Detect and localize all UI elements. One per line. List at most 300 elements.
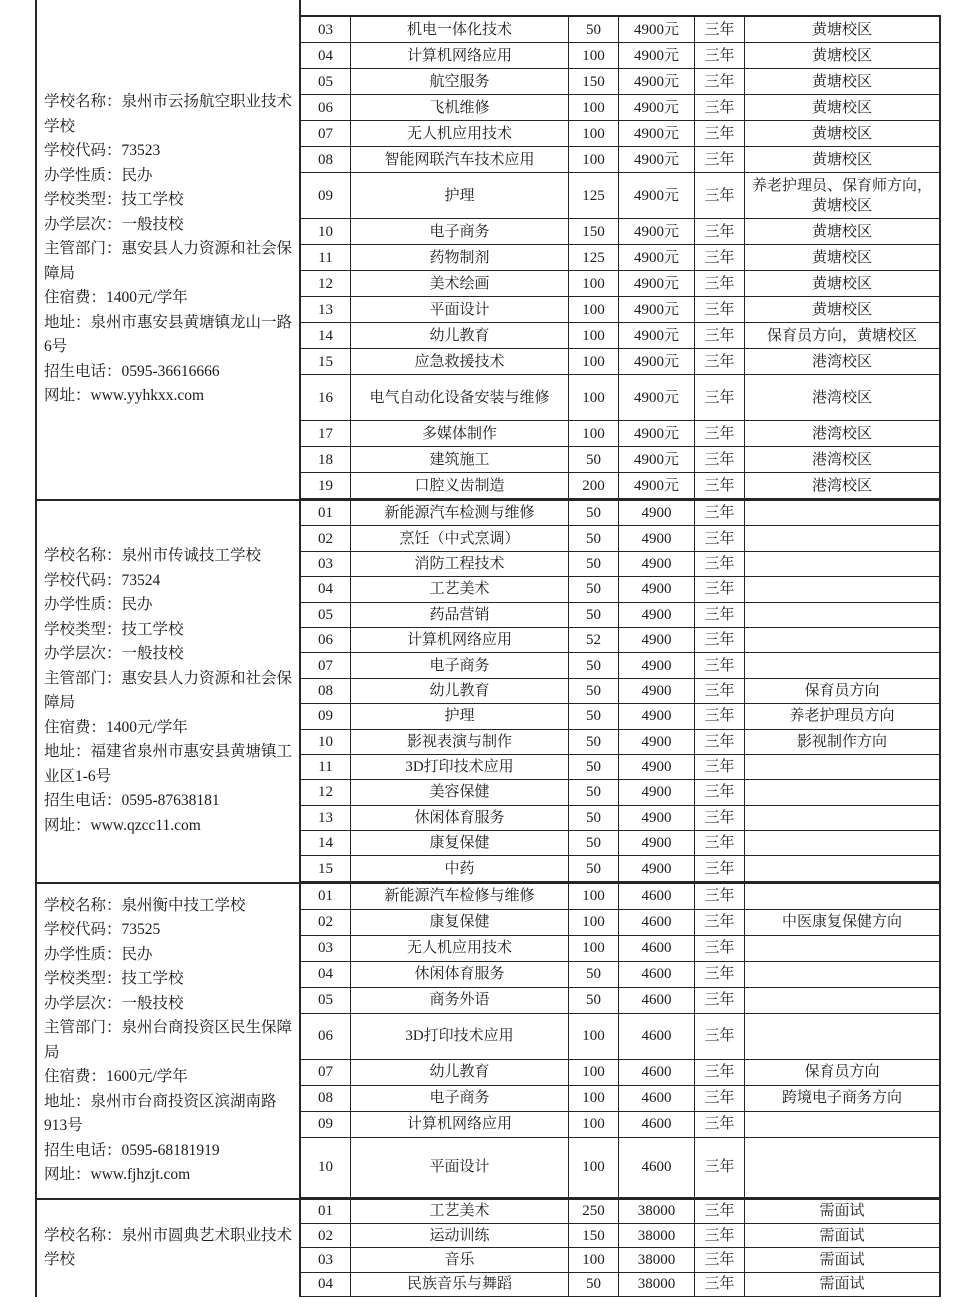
row-number: 02 [301,1224,351,1247]
major-name: 飞机维修 [351,95,569,120]
study-duration: 三年 [695,628,745,652]
majors-table [301,1200,941,1297]
remark-note [745,653,939,677]
enrollment-count: 50 [569,780,619,804]
tuition-fee: 4900 [619,628,695,652]
school-info-line: 学校名称：泉州衡中技工学校 [44,896,246,914]
major-name: 平面设计 [351,1138,569,1197]
enrollment-count: 150 [569,219,619,244]
study-duration: 三年 [695,526,745,550]
study-duration: 三年 [695,1014,745,1059]
remark-note [745,501,939,525]
school-info-line: 主管部门：泉州台商投资区民生保障局 [44,1019,293,1061]
remark-note: 黄塘校区 [811,249,872,266]
enrollment-count: 50 [569,962,619,987]
remark-note: 黄塘校区 [811,151,872,168]
study-duration: 三年 [695,988,745,1013]
study-duration: 三年 [695,1112,745,1137]
remark-note [745,962,939,987]
major-name: 3D打印技术应用 [351,1014,569,1059]
tuition-fee: 38000 [619,1273,695,1296]
row-number: 04 [301,577,351,601]
enrollment-count: 50 [569,806,619,830]
row-number: 14 [301,323,351,348]
major-row [301,704,939,729]
enrollment-count: 100 [569,936,619,961]
enrollment-count: 100 [569,1112,619,1137]
remark-note: 需面试 [819,1227,865,1244]
major-row [301,679,939,704]
major-row [301,856,939,881]
study-duration: 三年 [695,856,745,880]
school-info-line: 住宿费：1600元/学年 [44,1068,188,1086]
remark-note: 港湾校区 [811,389,872,406]
row-number: 05 [301,603,351,627]
tuition-fee: 4900元 [619,447,695,472]
major-row [301,1014,939,1060]
school-info-line: 住宿费：1400元/学年 [44,718,188,736]
study-duration: 三年 [695,910,745,935]
study-duration: 三年 [695,552,745,576]
tuition-fee: 4900元 [619,375,695,420]
major-name: 休闲体育服务 [351,962,569,987]
enrollment-count: 150 [569,1224,619,1247]
tuition-fee: 4600 [619,1086,695,1111]
major-row [301,1138,939,1198]
enrollment-count: 100 [569,1014,619,1059]
school-info-cell [35,884,301,1198]
enrollment-count: 100 [569,297,619,322]
enrollment-count: 50 [569,730,619,754]
enrollment-count: 100 [569,421,619,446]
row-number: 03 [301,552,351,576]
major-name: 应急救援技术 [351,349,569,374]
row-number: 11 [301,245,351,270]
major-name: 口腔义齿制造 [351,473,569,498]
row-number: 09 [301,173,351,218]
row-number: 13 [301,297,351,322]
remark-note: 黄塘校区 [811,301,872,318]
remark-note: 港湾校区 [811,425,872,442]
enrollment-count: 100 [569,1248,619,1271]
enrollment-count: 100 [569,1086,619,1111]
school-info-line: 办学层次：一般技校 [44,645,184,663]
major-name: 康复保健 [351,831,569,855]
major-name: 电子商务 [351,653,569,677]
school-block [35,882,941,1198]
study-duration: 三年 [695,1224,745,1247]
remark-note [745,806,939,830]
tuition-fee: 4900元 [619,473,695,498]
row-number: 07 [301,1060,351,1085]
row-number: 04 [301,1273,351,1296]
remark-note: 养老护理员方向 [789,708,895,725]
tuition-fee: 4900 [619,704,695,728]
remark-note: 需面试 [819,1276,865,1293]
row-number: 04 [301,43,351,68]
row-number: 19 [301,473,351,498]
major-name: 新能源汽车检修与维修 [351,884,569,909]
row-number: 08 [301,679,351,703]
enrollment-count: 50 [569,831,619,855]
remark-note: 影视制作方向 [796,733,887,750]
enrollment-count: 52 [569,628,619,652]
major-name: 休闲体育服务 [351,806,569,830]
major-name: 药品营销 [351,603,569,627]
enrollment-count: 150 [569,69,619,94]
row-number: 04 [301,962,351,987]
school-info-cell [35,1200,301,1297]
major-row [301,173,939,219]
study-duration: 三年 [695,421,745,446]
major-row [301,349,939,375]
school-blocks-container [35,0,977,1297]
major-row [301,421,939,447]
row-number: 09 [301,704,351,728]
row-number: 07 [301,121,351,146]
major-name: 消防工程技术 [351,552,569,576]
major-name: 运动训练 [351,1224,569,1247]
study-duration: 三年 [695,473,745,498]
remark-note: 保育员方向 [804,682,880,699]
tuition-fee: 4900元 [619,421,695,446]
school-info-cell [35,0,301,499]
major-row [301,17,939,43]
enrollment-count: 100 [569,323,619,348]
remark-note: 港湾校区 [811,353,872,370]
tuition-fee: 4900元 [619,323,695,348]
row-number: 06 [301,95,351,120]
row-number: 03 [301,17,351,42]
major-row [301,473,939,499]
remark-note: 养老护理员、保育师方向，黄塘校区 [751,177,932,214]
enrollment-count: 50 [569,653,619,677]
enrollment-count: 100 [569,121,619,146]
tuition-fee: 4900元 [619,69,695,94]
row-number: 12 [301,780,351,804]
row-number: 15 [301,856,351,880]
enrollment-count: 50 [569,755,619,779]
major-row [301,831,939,856]
school-block [35,0,941,499]
school-info-line: 学校名称：泉州市圆典艺术职业技术学校 [44,1226,293,1269]
study-duration: 三年 [695,831,745,855]
major-name: 工艺美术 [351,577,569,601]
major-row [301,526,939,551]
school-info-line: 学校代码：73523 [44,142,161,160]
tuition-fee: 4900元 [619,43,695,68]
study-duration: 三年 [695,653,745,677]
major-row [301,1248,939,1272]
remark-note [745,988,939,1013]
major-row [301,730,939,755]
major-row [301,962,939,988]
major-row [301,323,939,349]
major-row [301,1224,939,1248]
tuition-fee: 4900元 [619,297,695,322]
row-number: 11 [301,755,351,779]
major-row [301,936,939,962]
school-info-line: 住宿费：1400元/学年 [44,289,188,307]
major-name: 中药 [351,856,569,880]
row-number: 06 [301,628,351,652]
school-info-line: 学校代码：73525 [44,921,161,939]
remark-note: 黄塘校区 [811,21,872,38]
tuition-fee: 4900 [619,755,695,779]
study-duration: 三年 [695,69,745,94]
school-info-line: 招生电话：0595-36616666 [44,362,220,380]
tuition-fee: 4900元 [619,349,695,374]
study-duration: 三年 [695,1200,745,1223]
school-info-line: 学校类型：技工学校 [44,191,184,209]
major-name: 商务外语 [351,988,569,1013]
majors-table [301,15,941,499]
study-duration: 三年 [695,375,745,420]
school-info-line: 学校名称：泉州市云扬航空职业技术学校 [44,93,293,135]
school-info-line: 学校类型：技工学校 [44,970,184,988]
remark-note [745,1112,939,1137]
study-duration: 三年 [695,297,745,322]
study-duration: 三年 [695,679,745,703]
major-name: 航空服务 [351,69,569,94]
row-number: 01 [301,501,351,525]
row-number: 03 [301,936,351,961]
tuition-fee: 38000 [619,1200,695,1223]
remark-note: 需面试 [819,1251,865,1268]
major-row [301,43,939,69]
enrollment-count: 100 [569,271,619,296]
tuition-fee: 4900元 [619,219,695,244]
tuition-fee: 4900元 [619,271,695,296]
remark-note [745,1014,939,1059]
major-row [301,1112,939,1138]
enrollment-count: 100 [569,910,619,935]
study-duration: 三年 [695,173,745,218]
tuition-fee: 4900 [619,603,695,627]
study-duration: 三年 [695,323,745,348]
tuition-fee: 4900元 [619,245,695,270]
major-name: 影视表演与制作 [351,730,569,754]
study-duration: 三年 [695,603,745,627]
major-row [301,297,939,323]
major-row [301,910,939,936]
enrollment-count: 50 [569,17,619,42]
major-row [301,447,939,473]
major-name: 机电一体化技术 [351,17,569,42]
enrollment-count: 100 [569,375,619,420]
remark-note: 港湾校区 [811,477,872,494]
major-name: 计算机网络应用 [351,1112,569,1137]
enrollment-count: 100 [569,43,619,68]
row-number: 01 [301,884,351,909]
major-row [301,628,939,653]
school-info-line: 主管部门：惠安县人力资源和社会保障局 [44,240,293,282]
majors-table [301,501,941,882]
remark-note [745,1138,939,1197]
study-duration: 三年 [695,121,745,146]
school-info-cell [35,501,301,882]
school-info-line: 招生电话：0595-87638181 [44,792,220,810]
major-row [301,780,939,805]
major-name: 电气自动化设备安装与维修 [351,375,569,420]
school-block [35,1198,941,1297]
major-name: 智能网联汽车技术应用 [351,147,569,172]
school-info-line: 招生电话：0595-68181919 [44,1141,220,1159]
remark-note [745,526,939,550]
study-duration: 三年 [695,17,745,42]
tuition-fee: 4900 [619,780,695,804]
remark-note: 黄塘校区 [811,223,872,240]
major-name: 新能源汽车检测与维修 [351,501,569,525]
tuition-fee: 4900元 [619,95,695,120]
majors-table [301,884,941,1198]
enrollment-count: 50 [569,501,619,525]
school-info-line: 地址：福建省泉州市惠安县黄塘镇工业区1-6号 [44,743,293,785]
tuition-fee: 38000 [619,1224,695,1247]
school-info-line: 办学层次：一般技校 [44,994,184,1012]
enrollment-count: 100 [569,1060,619,1085]
row-number: 03 [301,1248,351,1271]
tuition-fee: 4900 [619,552,695,576]
tuition-fee: 4600 [619,1014,695,1059]
row-number: 02 [301,526,351,550]
major-row [301,95,939,121]
tuition-fee: 4900 [619,577,695,601]
study-duration: 三年 [695,1248,745,1271]
tuition-fee: 4900 [619,501,695,525]
school-info-line: 办学性质：民办 [44,166,153,184]
school-info-line: 网址：www.fjhzjt.com [44,1166,191,1184]
tuition-fee: 4900元 [619,121,695,146]
row-number: 10 [301,1138,351,1197]
study-duration: 三年 [695,1138,745,1197]
remark-note: 保育员方向，黄塘校区 [766,327,917,344]
row-number: 10 [301,730,351,754]
tuition-fee: 38000 [619,1248,695,1271]
major-name: 幼儿教育 [351,679,569,703]
major-name: 护理 [351,704,569,728]
study-duration: 三年 [695,780,745,804]
remark-note: 黄塘校区 [811,47,872,64]
row-number: 13 [301,806,351,830]
major-name: 电子商务 [351,219,569,244]
tuition-fee: 4600 [619,962,695,987]
enrollment-count: 50 [569,447,619,472]
study-duration: 三年 [695,271,745,296]
row-number: 10 [301,219,351,244]
study-duration: 三年 [695,884,745,909]
row-number: 08 [301,147,351,172]
major-row [301,1060,939,1086]
study-duration: 三年 [695,1273,745,1296]
study-duration: 三年 [695,245,745,270]
enrollment-count: 50 [569,988,619,1013]
row-number: 02 [301,910,351,935]
remark-note [745,603,939,627]
tuition-fee: 4600 [619,936,695,961]
major-name: 电子商务 [351,1086,569,1111]
row-number: 12 [301,271,351,296]
tuition-fee: 4600 [619,1060,695,1085]
enrollment-count: 200 [569,473,619,498]
major-row [301,121,939,147]
remark-note [745,755,939,779]
major-row [301,755,939,780]
row-number: 01 [301,1200,351,1223]
major-row [301,271,939,297]
enrollment-count: 100 [569,349,619,374]
major-name: 音乐 [351,1248,569,1271]
major-name: 3D打印技术应用 [351,755,569,779]
enrollment-count: 50 [569,603,619,627]
enrollment-count: 100 [569,147,619,172]
major-name: 计算机网络应用 [351,628,569,652]
major-name: 烹饪（中式烹调） [351,526,569,550]
major-name: 无人机应用技术 [351,121,569,146]
remark-note [745,884,939,909]
major-name: 美容保健 [351,780,569,804]
remark-note [745,552,939,576]
enrollment-count: 125 [569,245,619,270]
row-number: 17 [301,421,351,446]
major-row [301,245,939,271]
study-duration: 三年 [695,447,745,472]
remark-note: 需面试 [819,1203,865,1220]
major-row [301,988,939,1014]
major-row [301,375,939,421]
remark-note [745,936,939,961]
tuition-fee: 4900 [619,679,695,703]
school-info-line: 办学性质：民办 [44,945,153,963]
tuition-fee: 4900元 [619,147,695,172]
major-row [301,884,939,910]
major-name: 建筑施工 [351,447,569,472]
study-duration: 三年 [695,962,745,987]
study-duration: 三年 [695,43,745,68]
study-duration: 三年 [695,147,745,172]
school-info-line: 网址：www.yyhkxx.com [44,387,205,405]
study-duration: 三年 [695,806,745,830]
study-duration: 三年 [695,730,745,754]
tuition-fee: 4600 [619,988,695,1013]
major-name: 幼儿教育 [351,323,569,348]
major-row [301,69,939,95]
school-block [35,499,941,882]
enrollment-count: 100 [569,95,619,120]
major-name: 美术绘画 [351,271,569,296]
row-number: 15 [301,349,351,374]
major-name: 民族音乐与舞蹈 [351,1273,569,1296]
tuition-fee: 4900 [619,806,695,830]
remark-note: 黄塘校区 [811,275,872,292]
school-info-line: 网址：www.qzcc11.com [44,816,201,834]
remark-note: 黄塘校区 [811,73,872,90]
school-info-line: 地址：泉州市惠安县黄塘镇龙山一路6号 [44,313,293,356]
study-duration: 三年 [695,1060,745,1085]
tuition-fee: 4900 [619,653,695,677]
major-name: 计算机网络应用 [351,43,569,68]
tuition-fee: 4900 [619,730,695,754]
study-duration: 三年 [695,577,745,601]
remark-note [745,628,939,652]
major-row [301,1086,939,1112]
major-name: 无人机应用技术 [351,936,569,961]
study-duration: 三年 [695,349,745,374]
major-row [301,577,939,602]
remark-note [745,831,939,855]
tuition-fee: 4900 [619,856,695,880]
study-duration: 三年 [695,501,745,525]
